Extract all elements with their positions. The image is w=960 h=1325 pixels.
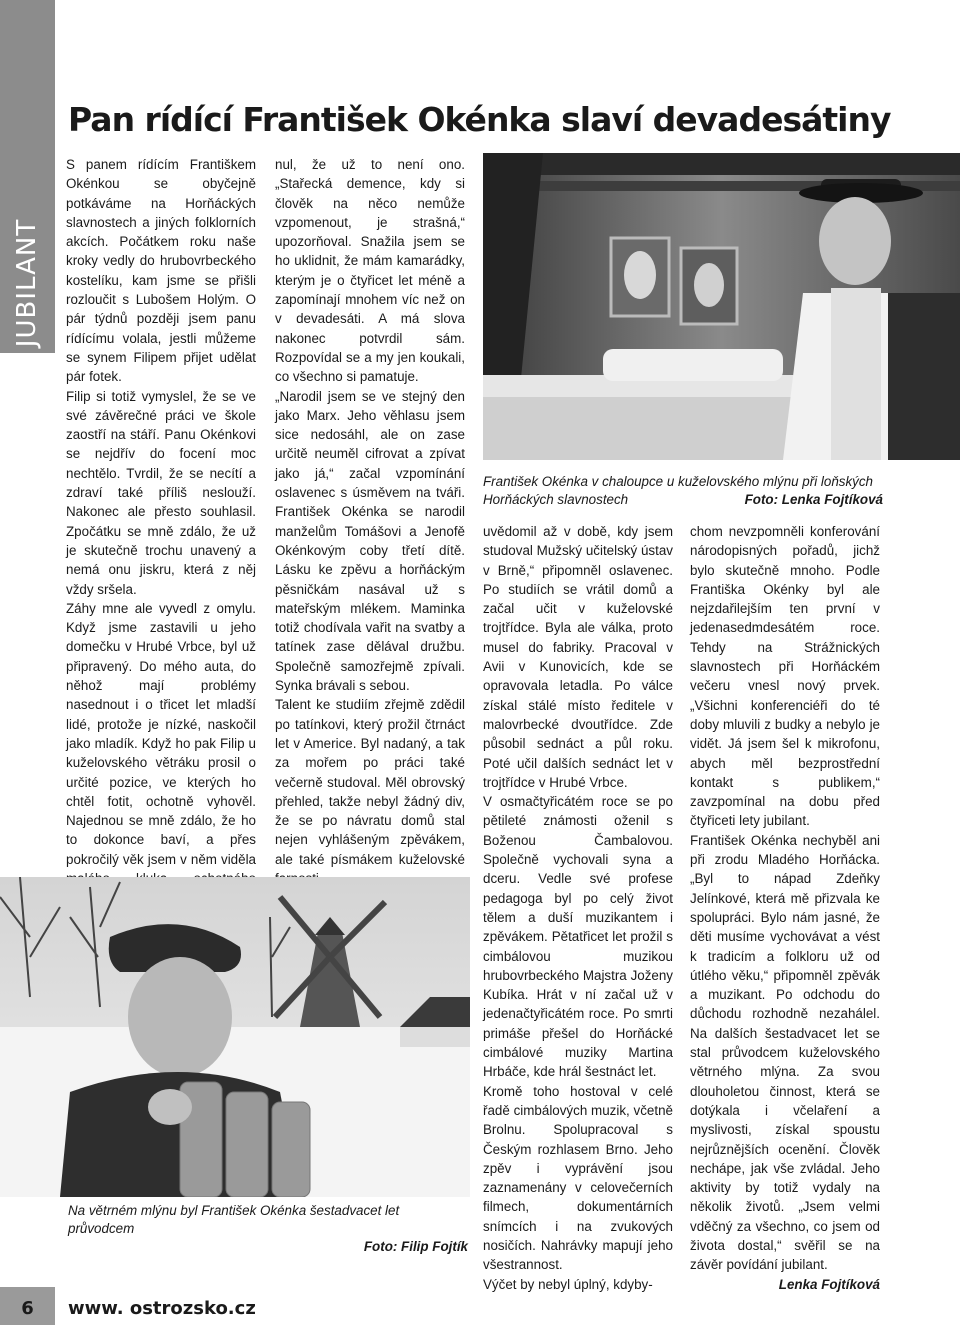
article-column-3 [483,522,673,1294]
paragraph: „Narodil jsem se ve stejný den jako Marx. Jeho věhlasu jsem sice nedosáhl, ale on zase určitě neuměl cifrovat a zpívat jako já,“ začal vzpomínání oslavenec s úsměvem na tváři. František Okénka se narodil manželům Tomášovi a Jenofě Okénkovým coby třetí dítě. Lásku ke zpěvu a horňáckým pěsničkám nasával už s mateřským mlékem. Maminka totiž chodívala vařit na svatby a tatínek zase dělával družbu. Společně samozřejmě zpívali. Synka brávali s sebou. [275,388,465,694]
photo-windmill [0,877,470,1197]
photo-credit: Foto: Lenka Fojtíková [744,492,883,507]
article-author: Lenka Fojtíková [778,1276,880,1292]
photo-cottage-graphic [483,153,960,460]
paragraph: S panem rídícím Františkem Okénkou se obyčejně potkáváme na Horňáckých slavnostech a jiných folklorních akcích. Počátkem roku naše kroky vedly do hrubovrbeckého kostelíku, kam jsme se přišli rozloučit s Lubošem Holým. O pár týdnů později jsem panu rídícímu volala, jestli můžeme se synem Filipem přijet udělat pár fotek. [66,157,256,385]
website-link[interactable]: www. ostrozsko.cz [68,1298,256,1319]
article-column-4 [690,522,880,1294]
page-number: 6 [21,1298,34,1319]
section-label [0,0,55,353]
article-title: Pan rídící František Okénka slaví devadesátiny [68,100,891,139]
article-column-2 [275,155,465,927]
paragraph: Kromě toho hostoval v celé řadě cimbálových muzik, včetně Brolnu. Spolupracoval s Českým rozhlasem Brno. Jeho zpěv i vyprávění jsou zaznamenány v celovečerních filmech, dokumentárních snímcích i na zvukových nosičích. Nahrávky mapují jeho všestrannost. [483,1083,673,1273]
caption-text: František Okénka v chaloupce u kuželovského mlýnu při loňských Horňáckých slavnostech [483,474,874,507]
paragraph: Záhy mne ale vyvedl z omylu. Když jsme zastavili u jeho domečku v Hrubé Vrbce, byl už připravený. Do mého auta, do něhož mají problémy nasednout i o třicet let mladší lidé, protože je nízké, naskočil jako mladík. Když ho pak Filip u kuželovského větráku prosil o určité pozice, ve kterých ho chtěl fotit, ochotně vyhověl. Najednou se mně zdálo, že ho to dokonce baví, a přes pokročilý věk jsem v něm viděla [66,600,256,867]
photo-windmill-graphic [0,877,470,1197]
photo-cottage-interior [483,153,960,460]
paragraph: uvědomil až v době, kdy jsem studoval Mužský učitelský ústav v Brně,“ připomněl oslavenec. Po studiích se vrátil domů a začal učit v kuželovské trojtřídce. Byla ale válka, proto musel do fabriky. Pracoval v Avii v Kunovicích, kde se opravovala letadla. Po válce získal stálé místo ředitele v malovrbecké dvoutřídce. Zde působil sednáct a půl roku. Poté učil dalších sednáct let v trojtřídce v Hrubé Vrbce. [483,524,673,790]
article-column-1 [66,155,256,927]
paragraph: V osmačtyřicátém roce se po pětileté známosti oženil s Boženou Čambalovou. Společně vychovali syna a dceru. Vedle své profese pedagoga byl po celý život tělem a duší muzikantem i zpěvákem. Pětatřicet let prožil s cimbálovou muzikou hrubovrbeckého Majstra Joženy Kubíka. Hrát v ní začal už v jedenačtyřicátém roce. Po smrti primáše přešel do Horňácké cimbálové muziky Martina Hrbáče, kde hrál šestnáct let. [483,794,673,1080]
photo-credit: Foto: Filip Fojtík [363,1239,468,1254]
section-label-text: JUBILANT [12,218,43,348]
paragraph: Talent ke studiím zřejmě zdědil po tatínkovi, který prožil čtrnáct let v Americe. Byl nadaný, a tak za mořem po práci také večerně studoval. Měl obrovský přehled, takže nebyl žádný div, že se po návratu domů stal nejen vyhlášeným zpěvákem, ale také písmákem kuželovské [275,697,465,867]
paragraph: nul, že už to není ono. „Stařecká demence, kdy si člověk na něco nemůže vzpomenout, je strašná,“ upozorňoval. Snažila jsem se ho uklidnit, že mám kamarádky, kterým je o čtyřicet let méně a zapomínají mnohem víc než on v devadesáti. A má slova nakonec potvrdil sám. Rozpovídal se a my jen koukali, co všechno si pamatuje. [275,157,465,385]
photo-caption-bottom [68,1202,468,1256]
paragraph: Výčet by nebyl úplný, kdyby- [483,1276,653,1292]
paragraph: Filip si totiž vymyslel, že se ve své závěrečné práci ve škole zaostří na stáří. Panu Okénkovi se nejdřív do focení moc nechtělo. Tvrdil, že se necítí a zdraví také příliš neslouží. Nakonec ale přesto souhlasil. Zpočátku se mně zdálo, že už je skutečně trochu unavený a nemá onu jiskru, která z něj vždy sršela. [66,388,256,597]
paragraph: František Okénka nechyběl ani při zrodu Mladého Horňácka. „Byl to nápad Zdeňky Jelínkové, která mě přizvala ke spolupráci. Bylo nám jasné, že děti musíme vychovávat a vést k tradicím a folkloru už od útlého věku,“ připomněl zpěvák a muzikant. Po odchodu do důchodu rozhodně nezahálel. Na dalších šestadvacet let se stal průvodcem kuželovského větrného mlýna. Za svou dlouholetou činnost, která se dotýkala i včelaření a myslivosti, získal spoustu nejrůznějších ocenění. Člověk nechápe, jak vše zvládal. Jeho aktivity by totiž vydaly na několik životů. „Jsem velmi vděčný za všechno, co jsem od života dostal,“ svěřil se na závěr povídání jubilant. [690,832,880,1273]
caption-text: Na větrném mlýnu byl František Okénka šestadvacet let průvodcem [68,1203,400,1236]
paragraph: chom nevzpomněli konferování národopisných pořadů, jichž bylo skutečně mnoho. Podle Františka Okénky byl ale nejzdařilejším ten první v jedenasedmdesátém roce. Tehdy na Strážnických slavnostech při Horňáckém večeru vnesl nový prvek. „Všichni konferenciéři do té doby mluvili z budky a nebylo je vidět. Já jsem šel k mikrofonu, abych měl bezprostřední kontakt s publikem,“ zavzpomínal na dobu před čtyřiceti lety jubilant. [690,524,880,829]
photo-caption-top [483,473,883,509]
